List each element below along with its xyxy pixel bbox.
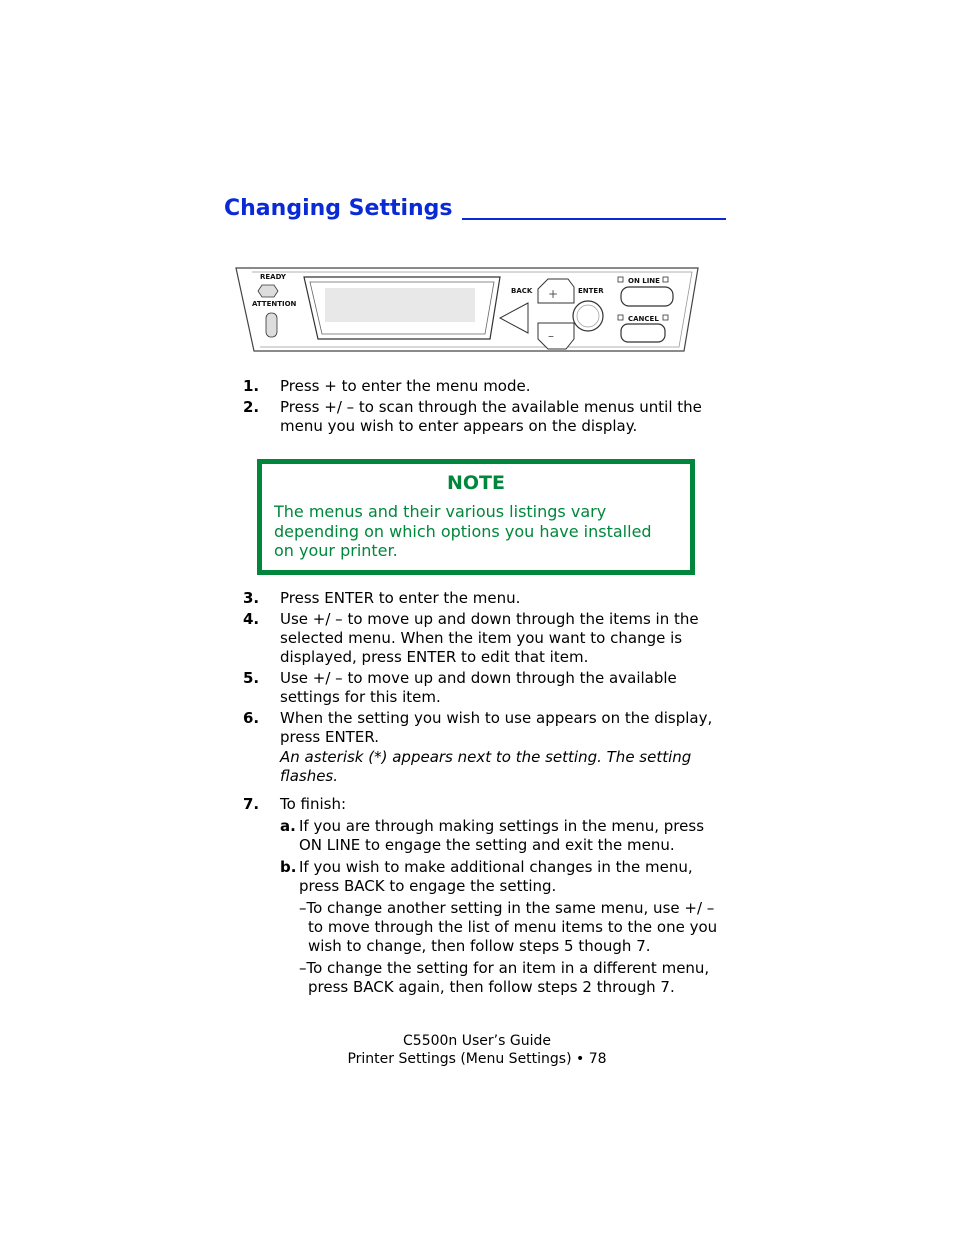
step-text: Use +/ – to move up and down through the items in the selected menu. When the item you want to change is displayed, press ENTER to edit that item. bbox=[280, 610, 699, 666]
footer-guide-title: C5500n User’s Guide bbox=[403, 1033, 551, 1049]
footer-section-page: Printer Settings (Menu Settings) • 78 bbox=[347, 1050, 607, 1067]
enter-button-icon bbox=[573, 301, 603, 331]
step-text: Press + to enter the menu mode. bbox=[280, 377, 531, 395]
step-number: 2. bbox=[243, 398, 260, 416]
step-item bbox=[243, 377, 728, 396]
step-item bbox=[243, 398, 728, 436]
step-item bbox=[243, 795, 728, 997]
ready-label: READY bbox=[260, 273, 286, 281]
substep-label: a. bbox=[280, 817, 296, 835]
dash-item: –To change another setting in the same menu, use +/ – to move through the list of menu items to the one you wish to change, then follow steps 5 though 7. bbox=[299, 899, 718, 955]
online-label: ON LINE bbox=[628, 277, 660, 285]
step-text: Use +/ – to move up and down through the available settings for this item. bbox=[280, 669, 677, 706]
substep-text: If you are through making settings in the menu, press ON LINE to engage the setting and exit the menu. bbox=[299, 817, 705, 854]
step-text: When the setting you wish to use appears on the display, press ENTER. bbox=[280, 709, 713, 746]
step-item bbox=[243, 589, 728, 608]
attention-light bbox=[266, 313, 277, 337]
note-box bbox=[257, 459, 695, 575]
svg-text:–: – bbox=[548, 329, 554, 343]
cancel-label: CANCEL bbox=[628, 315, 659, 323]
step-number: 4. bbox=[243, 610, 260, 628]
step-item bbox=[243, 669, 728, 707]
steps-list-b bbox=[243, 589, 728, 999]
page-footer bbox=[320, 1033, 634, 1068]
note-text: The menus and their various listings vary depending on which options you have installed on your printer. bbox=[274, 502, 652, 560]
step-number: 7. bbox=[243, 795, 260, 813]
printer-control-panel-illustration bbox=[232, 265, 702, 357]
dash-item: –To change the setting for an item in a different menu, press BACK again, then follow steps 2 through 7. bbox=[299, 959, 710, 996]
note-title: NOTE bbox=[447, 472, 505, 494]
back-label: BACK bbox=[511, 287, 533, 295]
step-item bbox=[243, 709, 728, 786]
step-number: 6. bbox=[243, 709, 260, 727]
step-number: 3. bbox=[243, 589, 260, 607]
step-item bbox=[243, 610, 728, 667]
substep-item bbox=[280, 817, 728, 855]
step-number: 1. bbox=[243, 377, 260, 395]
substep-text: If you wish to make additional changes in the menu, press BACK to engage the setting. bbox=[299, 858, 693, 895]
step-text: Press ENTER to enter the menu. bbox=[280, 589, 521, 607]
steps-list-a bbox=[243, 377, 728, 438]
step-number: 5. bbox=[243, 669, 260, 687]
attention-label: ATTENTION bbox=[252, 300, 297, 308]
svg-text:+: + bbox=[548, 287, 559, 301]
online-button-icon bbox=[621, 287, 673, 306]
minus-button-icon bbox=[538, 323, 574, 349]
lcd-display bbox=[325, 288, 475, 322]
substep-item bbox=[280, 858, 728, 896]
ready-light bbox=[258, 285, 278, 297]
page-title: Changing Settings bbox=[224, 196, 453, 221]
enter-label: ENTER bbox=[578, 287, 604, 295]
title-rule bbox=[462, 218, 726, 220]
step-text: To finish: bbox=[280, 795, 347, 813]
step-result-note: An asterisk (*) appears next to the setting. The setting flashes. bbox=[280, 748, 692, 785]
step-text: Press +/ – to scan through the available menus until the menu you wish to enter appears on the display. bbox=[280, 398, 702, 435]
substep-label: b. bbox=[280, 858, 297, 876]
cancel-button-icon bbox=[621, 324, 665, 342]
